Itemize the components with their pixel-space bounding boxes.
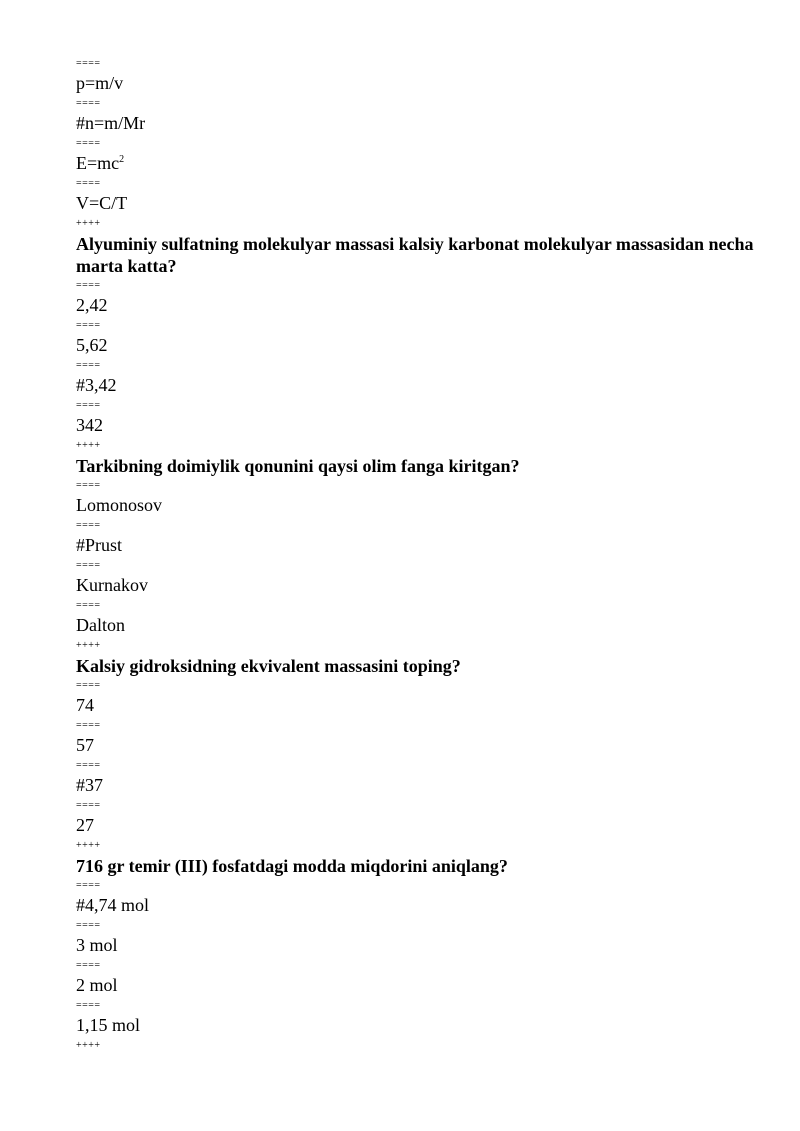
answer-option: 342 [76, 415, 103, 435]
option-separator: ==== [76, 480, 101, 491]
option-separator: ==== [76, 600, 101, 611]
option-separator: ==== [76, 1000, 101, 1011]
option-separator: ==== [76, 178, 101, 189]
answer-option: Dalton [76, 615, 125, 635]
answer-option: p=m/v [76, 73, 124, 93]
test-document [76, 57, 756, 1052]
option-separator: ==== [76, 760, 101, 771]
question-text: Alyuminiy sulfatning molekulyar massasi kalsiy karbonat molekulyar massasidan necha marta katta? [76, 234, 754, 276]
answer-option: 27 [76, 815, 94, 835]
option-separator: ==== [76, 320, 101, 331]
question-text: Tarkibning doimiylik qonunini qaysi olim fanga kiritgan? [76, 456, 520, 476]
answer-option: 2,42 [76, 295, 108, 315]
answer-option: 2 mol [76, 975, 118, 995]
option-separator: ==== [76, 360, 101, 371]
option-separator: ==== [76, 960, 101, 971]
answer-option: V=C/T [76, 193, 128, 213]
question-text: 716 gr temir (III) fosfatdagi modda miqdorini aniqlang? [76, 856, 508, 876]
answer-option-correct: #4,74 mol [76, 895, 150, 915]
answer-option: 57 [76, 735, 94, 755]
answer-option: 5,62 [76, 335, 108, 355]
question-separator: ++++ [76, 1040, 101, 1051]
question-separator: ++++ [76, 440, 101, 451]
option-separator: ==== [76, 920, 101, 931]
answer-option: 1,15 mol [76, 1015, 141, 1035]
answer-option-correct: #Prust [76, 535, 123, 555]
option-separator: ==== [76, 98, 101, 109]
option-separator: ==== [76, 280, 101, 291]
answer-option-correct: #37 [76, 775, 103, 795]
answer-option [76, 150, 756, 177]
option-separator: ==== [76, 800, 101, 811]
question-separator: ++++ [76, 640, 101, 651]
option-separator: ==== [76, 520, 101, 531]
answer-option: 3 mol [76, 935, 118, 955]
option-separator: ==== [76, 880, 101, 891]
option-separator: ==== [76, 680, 101, 691]
question-separator: ++++ [76, 840, 101, 851]
answer-option: Kurnakov [76, 575, 148, 595]
option-separator: ==== [76, 400, 101, 411]
question-separator: ++++ [76, 218, 101, 229]
option-separator: ==== [76, 720, 101, 731]
option-separator: ==== [76, 58, 101, 69]
answer-option-correct: #n=m/Mr [76, 113, 146, 133]
formula-superscript: 2 [119, 154, 125, 165]
option-separator: ==== [76, 560, 101, 571]
answer-option-correct: #3,42 [76, 375, 117, 395]
question-text: Kalsiy gidroksidning ekvivalent massasini toping? [76, 656, 461, 676]
formula-text: E=mc [76, 153, 120, 173]
option-separator: ==== [76, 138, 101, 149]
answer-option: 74 [76, 695, 94, 715]
answer-option: Lomonosov [76, 495, 163, 515]
